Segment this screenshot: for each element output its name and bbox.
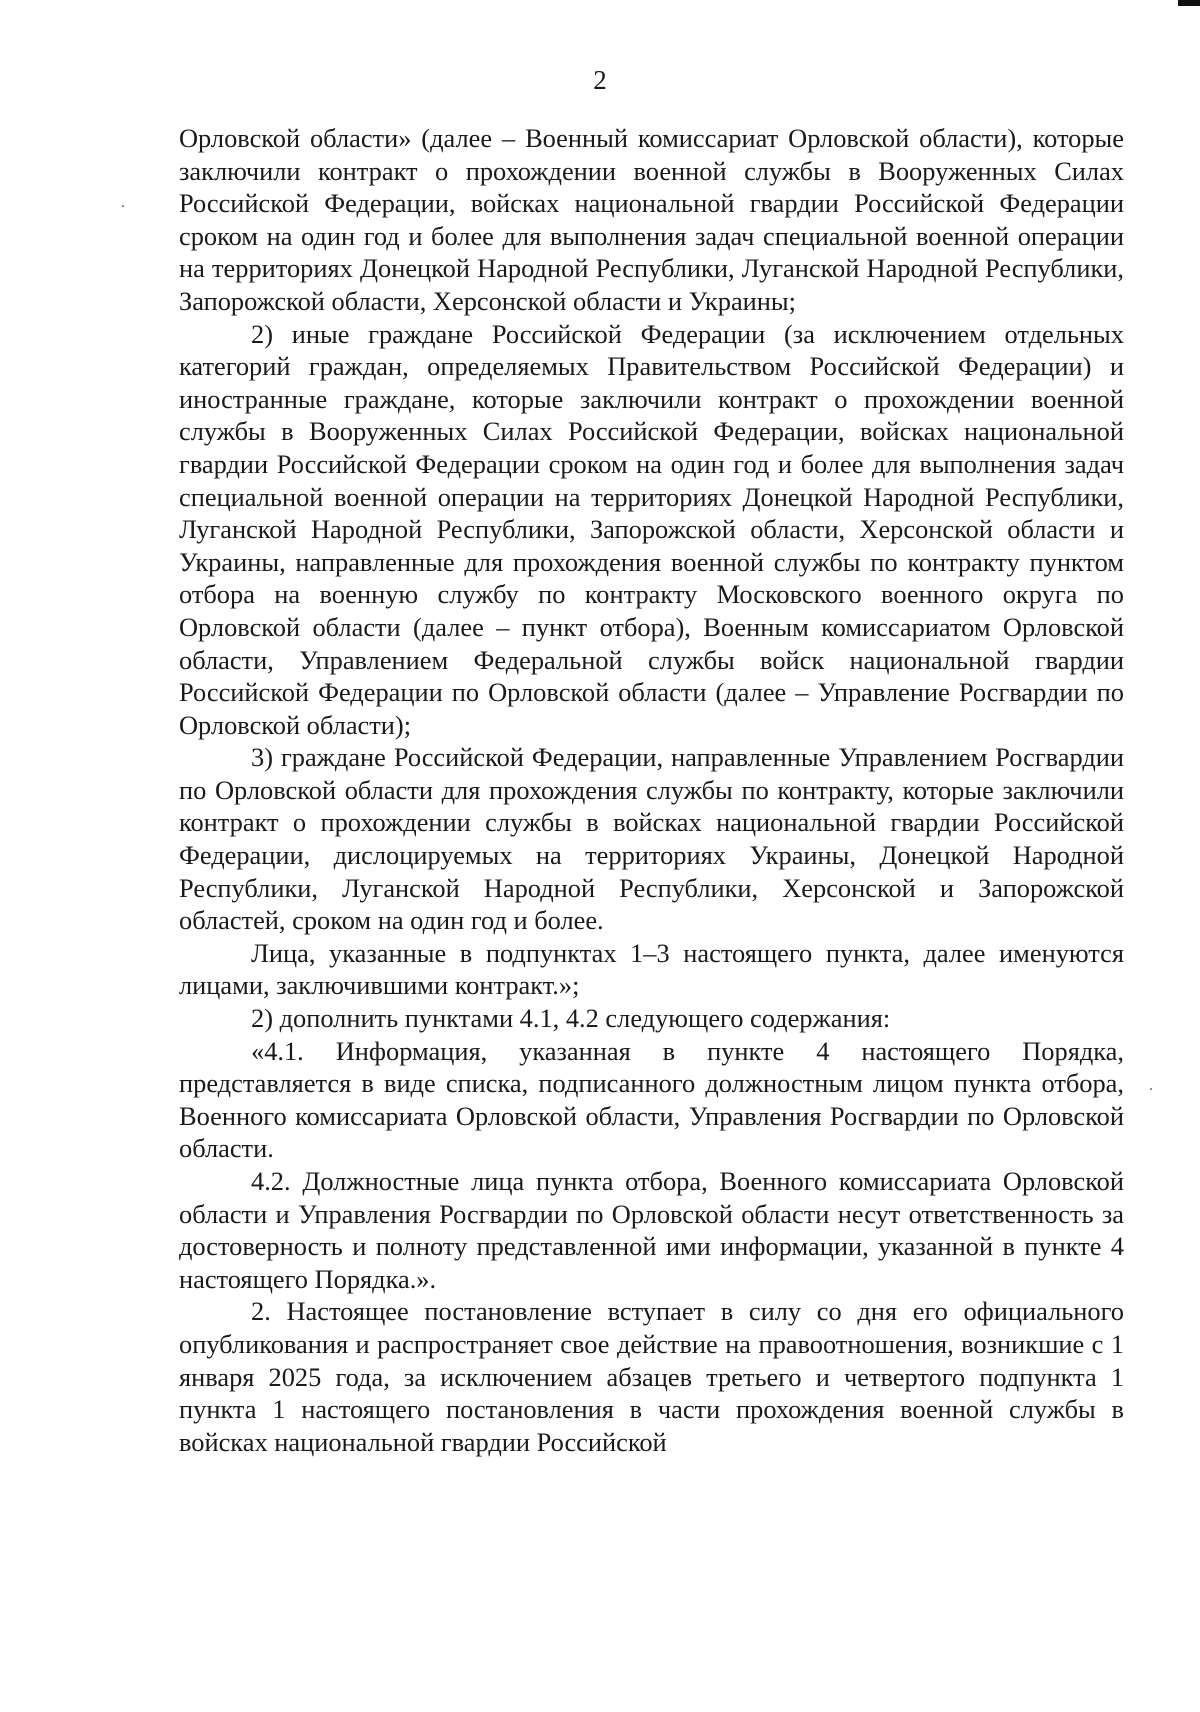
scan-speck xyxy=(1150,1088,1152,1090)
page-number: 2 xyxy=(593,65,607,95)
paragraph-continuation: Орловской области» (далее – Военный комиссариат Орловской области), которые заключили контракт о прохождении военной службы в Вооруженных Силах Российской Федерации, войсках национальной гвардии Российской Федерации сроком на один год и более для выполнения задач специальной военной операции на территориях Донецкой Народной Республики, Луганской Народной Республики, Запорожской области, Херсонской области и Украины; xyxy=(179,123,1124,316)
document-body xyxy=(179,122,1124,1458)
paragraph-subitem-3: 3) граждане Российской Федерации, направленные Управлением Росгвардии по Орловской области для прохождения службы по контракту, которые заключили контракт о прохождении службы в войсках национальной гвардии Российской Федерации, дислоцируемых на территориях Украины, Донецкой Народной Республики, Луганской Народной Республики, Херсонской и Запорожской областей, сроком на один год и более. xyxy=(179,742,1124,936)
paragraph-clause-4-2: 4.2. Должностные лица пункта отбора, Военного комиссариата Орловской области и Управления Росгвардии по Орловской области несут ответственность за достоверность и полноту представленной ими информации, указанной в пункте 4 настоящего Порядка.». xyxy=(179,1166,1124,1294)
paragraph-subitem-2: 2) иные граждане Российской Федерации (за исключением отдельных категорий граждан, определяемых Правительством Российской Федерации) и иностранные граждане, которые заключили контракт о прохождении военной службы в Вооруженных Силах Российской Федерации, войсках национальной гвардии Российской Федерации сроком на один год и более для выполнения задач специальной военной операции на территориях Донецкой Народной Республики, Луганской Народной Республики, Запорожской области, Херсонской области и Украины, направленные для прохождения военной службы по контракту пунктом отбора на военную службу по контракту Московского военного округа по Орловской области (далее – пункт отбора), Военным комиссариатом Орловской области, Управлением Федеральной службы войск национальной гвардии Российской Федерации по Орловской области (далее – Управление Росгвардии по Орловской области); xyxy=(179,318,1124,740)
paragraph-persons-definition: Лица, указанные в подпунктах 1–3 настоящего пункта, далее именуются лицами, заключившими контракт.»; xyxy=(179,937,1124,1001)
paragraph-clause-4-1: «4.1. Информация, указанная в пункте 4 настоящего Порядка, представляется в виде списка, подписанного должностным лицом пункта отбора, Военного комиссариата Орловской области, Управления Росгвардии по Орловской области. xyxy=(179,1035,1124,1164)
paragraph-effective-date: 2. Настоящее постановление вступает в силу со дня его официального опубликования и распространяет свое действие на правоотношения, возникшие с 1 января 2025 года, за исключением абзацев третьего и четвертого подпункта 1 пункта 1 настоящего постановления в части прохождения военной службы в войсках национальной гвардии Российской xyxy=(179,1296,1124,1457)
scan-edge-mark xyxy=(1178,0,1200,6)
paragraph-amendment-2: 2) дополнить пунктами 4.1, 4.2 следующего содержания: xyxy=(251,1003,891,1034)
scan-speck xyxy=(122,205,124,207)
